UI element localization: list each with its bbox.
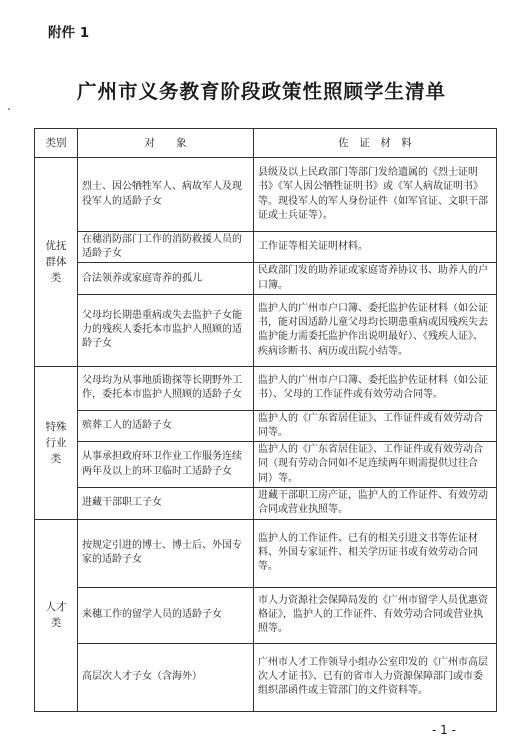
evidence-cell: 监护人的《广东省居住证》、工作证件或有效劳动合同（现有劳动合同如不足连续两年则需提供过往合同）等。 [254, 442, 497, 488]
evidence-cell: 进藏干部职工房产证，监护人的工作证件、有效劳动合同或营业执照等。 [254, 487, 497, 519]
policy-table [34, 128, 497, 712]
category-cell [35, 158, 78, 367]
evidence-cell: 广州市人才工作领导小组办公室印发的《广州市高层次人才证书》、已有的省市人力资源保障部门或市委组织部函件或主管部门的文件资料等。 [254, 643, 497, 711]
object-cell: 殡葬工人的适龄子女 [78, 410, 254, 441]
object-cell: 烈士、因公牺牲军人、病故军人及现役军人的适龄子女 [78, 158, 254, 232]
evidence-cell: 监护人的广州市户口簿、委托监护佐证材料（如公证书）、父母的工作证件或有效劳动合同等。 [254, 366, 497, 410]
table-header-row [35, 129, 497, 158]
attachment-label: 附件 1 [48, 25, 90, 41]
object-cell: 在穗消防部门工作的消防救援人员的适龄子女 [78, 232, 254, 263]
evidence-cell: 市人力资源社会保障局发的《广州市留学人员优惠资格证》，监护人的工作证件、有效劳动合同或营业执照等。 [254, 587, 497, 643]
object-cell: 父母均为从事地质勘探等长期野外工作，委托本市监护人照顾的适龄子女 [78, 366, 254, 410]
table-row [35, 410, 497, 441]
header-object: 对 象 [78, 129, 254, 158]
object-cell: 高层次人才子女（含海外） [78, 643, 254, 711]
table-row [35, 519, 497, 587]
table-row [35, 442, 497, 488]
document-title: 广州市义务教育阶段政策性照顾学生清单 [76, 80, 446, 103]
object-cell: 按规定引进的博士、博士后、外国专家的适龄子女 [78, 519, 254, 587]
object-cell: 进藏干部职工子女 [78, 487, 254, 519]
header-category: 类别 [35, 129, 78, 158]
table-row [35, 587, 497, 643]
category-cell [35, 519, 78, 711]
object-cell: 合法领养或家庭寄养的孤儿 [78, 263, 254, 294]
header-evidence: 佐 证 材 料 [254, 129, 497, 158]
evidence-cell: 监护人的《广东省居住证》、工作证件或有效劳动合同等。 [254, 410, 497, 441]
evidence-cell: 监护人的广州市户口簿、委托监护佐证材料（如公证书，能对因适龄儿童父母均长期患重病或因残疾失去监护能力需委托监护作出说明最好）、《残疾人证》、疾病诊断书、病历或出院小结等。 [254, 294, 497, 366]
category-label: 优抚群体类 [45, 239, 67, 284]
table-row [35, 158, 497, 232]
table-row [35, 643, 497, 711]
category-cell [35, 366, 78, 519]
evidence-cell: 民政部门发的助养证或家庭寄养协议书、助养人的户口簿。 [254, 263, 497, 294]
object-cell: 父母均长期患重病或失去监护子女能力的残疾人委托本市监护人照顾的适龄子女 [78, 294, 254, 366]
table-row [35, 487, 497, 519]
table-row [35, 294, 497, 366]
table-row [35, 232, 497, 263]
table-row [35, 366, 497, 410]
category-label: 特殊行业类 [45, 420, 67, 465]
evidence-cell: 工作证等相关证明材料。 [254, 232, 497, 263]
scan-speck [8, 108, 10, 110]
evidence-cell: 县级及以上民政部门等部门发给遗属的《烈士证明书》《军人因公牺牲证明书》或《军人病故证明书》等。现役军人的军人身份证件（如军官证、文职干部证或士兵证等）。 [254, 158, 497, 232]
table-row [35, 263, 497, 294]
object-cell: 从事承担政府环卫作业工作服务连续两年及以上的环卫临时工适龄子女 [78, 442, 254, 488]
object-cell: 来穗工作的留学人员的适龄子女 [78, 587, 254, 643]
page-number: - 1 - [432, 723, 456, 737]
category-label: 人才类 [45, 601, 67, 630]
evidence-cell: 监护人的工作证件、已有的相关引进文书等佐证材料、外国专家证件、相关学历证书或有效劳动合同等。 [254, 519, 497, 587]
